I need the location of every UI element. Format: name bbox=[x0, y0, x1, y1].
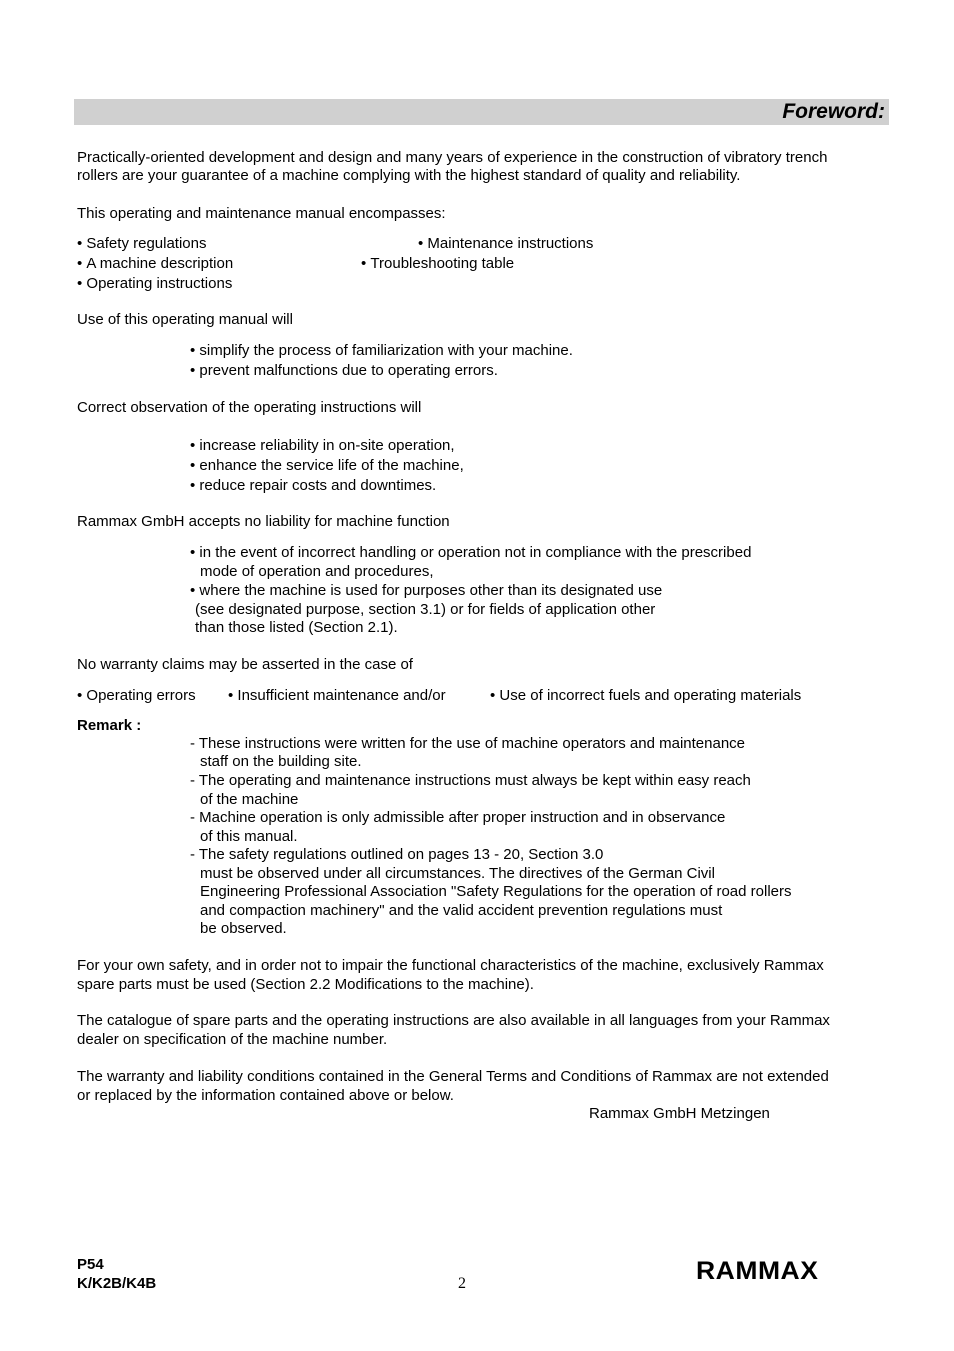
use-intro: Use of this operating manual will bbox=[77, 311, 293, 328]
remark-line: staff on the building site. bbox=[200, 753, 362, 770]
observe-item-2: • enhance the service life of the machine, bbox=[190, 456, 464, 475]
encompasses-text: This operating and maintenance manual encompasses: bbox=[77, 205, 446, 222]
topic-description: • A machine description bbox=[77, 254, 233, 273]
terms-line-2: or replaced by the information contained above or below. bbox=[77, 1087, 454, 1104]
remark-line: and compaction machinery" and the valid accident prevention regulations must bbox=[200, 902, 723, 919]
observe-item-3: • reduce repair costs and downtimes. bbox=[190, 476, 436, 495]
topic-safety: • Safety regulations bbox=[77, 234, 207, 253]
terms-line-1: The warranty and liability conditions contained in the General Terms and Conditions of Rammax are not extended bbox=[77, 1068, 829, 1085]
use-item-1: • simplify the process of familiarization with your machine. bbox=[190, 341, 573, 360]
catalogue-line-1: The catalogue of spare parts and the operating instructions are also available in all languages from your Rammax bbox=[77, 1012, 830, 1029]
remark-line: must be observed under all circumstances. The directives of the German Civil bbox=[200, 865, 715, 882]
remark-line: - The operating and maintenance instructions must always be kept within easy reach bbox=[190, 772, 751, 789]
liability-line-1: • in the event of incorrect handling or operation not in compliance with the prescribed bbox=[190, 543, 751, 562]
warranty-intro: No warranty claims may be asserted in the case of bbox=[77, 656, 413, 673]
use-item-2: • prevent malfunctions due to operating errors. bbox=[190, 361, 498, 380]
remark-line: - The safety regulations outlined on pages 13 - 20, Section 3.0 bbox=[190, 846, 604, 863]
observe-item-1: • increase reliability in on-site operation, bbox=[190, 436, 455, 455]
rammax-logo: RAMMAX bbox=[696, 1257, 819, 1285]
warranty-item-1: • Operating errors bbox=[77, 686, 196, 705]
remark-label: Remark : bbox=[77, 717, 142, 734]
remark-line: - Machine operation is only admissible after proper instruction and in observance bbox=[190, 809, 726, 826]
remark-line: be observed. bbox=[200, 920, 287, 937]
liability-line-5: than those listed (Section 2.1). bbox=[195, 619, 398, 636]
spare-parts-line-1: For your own safety, and in order not to impair the functional characteristics of the machine, exclusively Rammax bbox=[77, 957, 824, 974]
remark-line: Engineering Professional Association "Safety Regulations for the operation of road rollers bbox=[200, 883, 792, 900]
liability-intro: Rammax GmbH accepts no liability for machine function bbox=[77, 513, 450, 530]
observe-intro: Correct observation of the operating instructions will bbox=[77, 399, 422, 416]
footer-model-line-2: K/K2B/K4B bbox=[77, 1275, 157, 1292]
intro-line-1: Practically-oriented development and design and many years of experience in the construction of vibratory trench bbox=[77, 149, 828, 166]
page-title: Foreword: bbox=[782, 100, 885, 123]
liability-line-3: • where the machine is used for purposes other than its designated use bbox=[190, 581, 662, 600]
warranty-item-2: • Insufficient maintenance and/or bbox=[228, 686, 446, 705]
footer-model-line-1: P54 bbox=[77, 1256, 104, 1273]
liability-line-4: (see designated purpose, section 3.1) or for fields of application other bbox=[195, 601, 656, 618]
intro-line-2: rollers are your guarantee of a machine complying with the highest standard of quality and reliability. bbox=[77, 167, 741, 184]
topic-operating: • Operating instructions bbox=[77, 274, 232, 293]
liability-line-2: mode of operation and procedures, bbox=[200, 563, 434, 580]
warranty-item-3: • Use of incorrect fuels and operating materials bbox=[490, 686, 801, 705]
page-number: 2 bbox=[458, 1275, 466, 1292]
header-bar bbox=[74, 99, 889, 125]
signature: Rammax GmbH Metzingen bbox=[589, 1105, 770, 1122]
remark-line: of this manual. bbox=[200, 828, 298, 845]
spare-parts-line-2: spare parts must be used (Section 2.2 Modifications to the machine). bbox=[77, 976, 534, 993]
catalogue-line-2: dealer on specification of the machine number. bbox=[77, 1031, 388, 1048]
remark-line: of the machine bbox=[200, 791, 299, 808]
topic-troubleshooting: • Troubleshooting table bbox=[361, 254, 514, 273]
topic-maintenance: • Maintenance instructions bbox=[418, 234, 593, 253]
remark-line: - These instructions were written for the use of machine operators and maintenance bbox=[190, 735, 746, 752]
